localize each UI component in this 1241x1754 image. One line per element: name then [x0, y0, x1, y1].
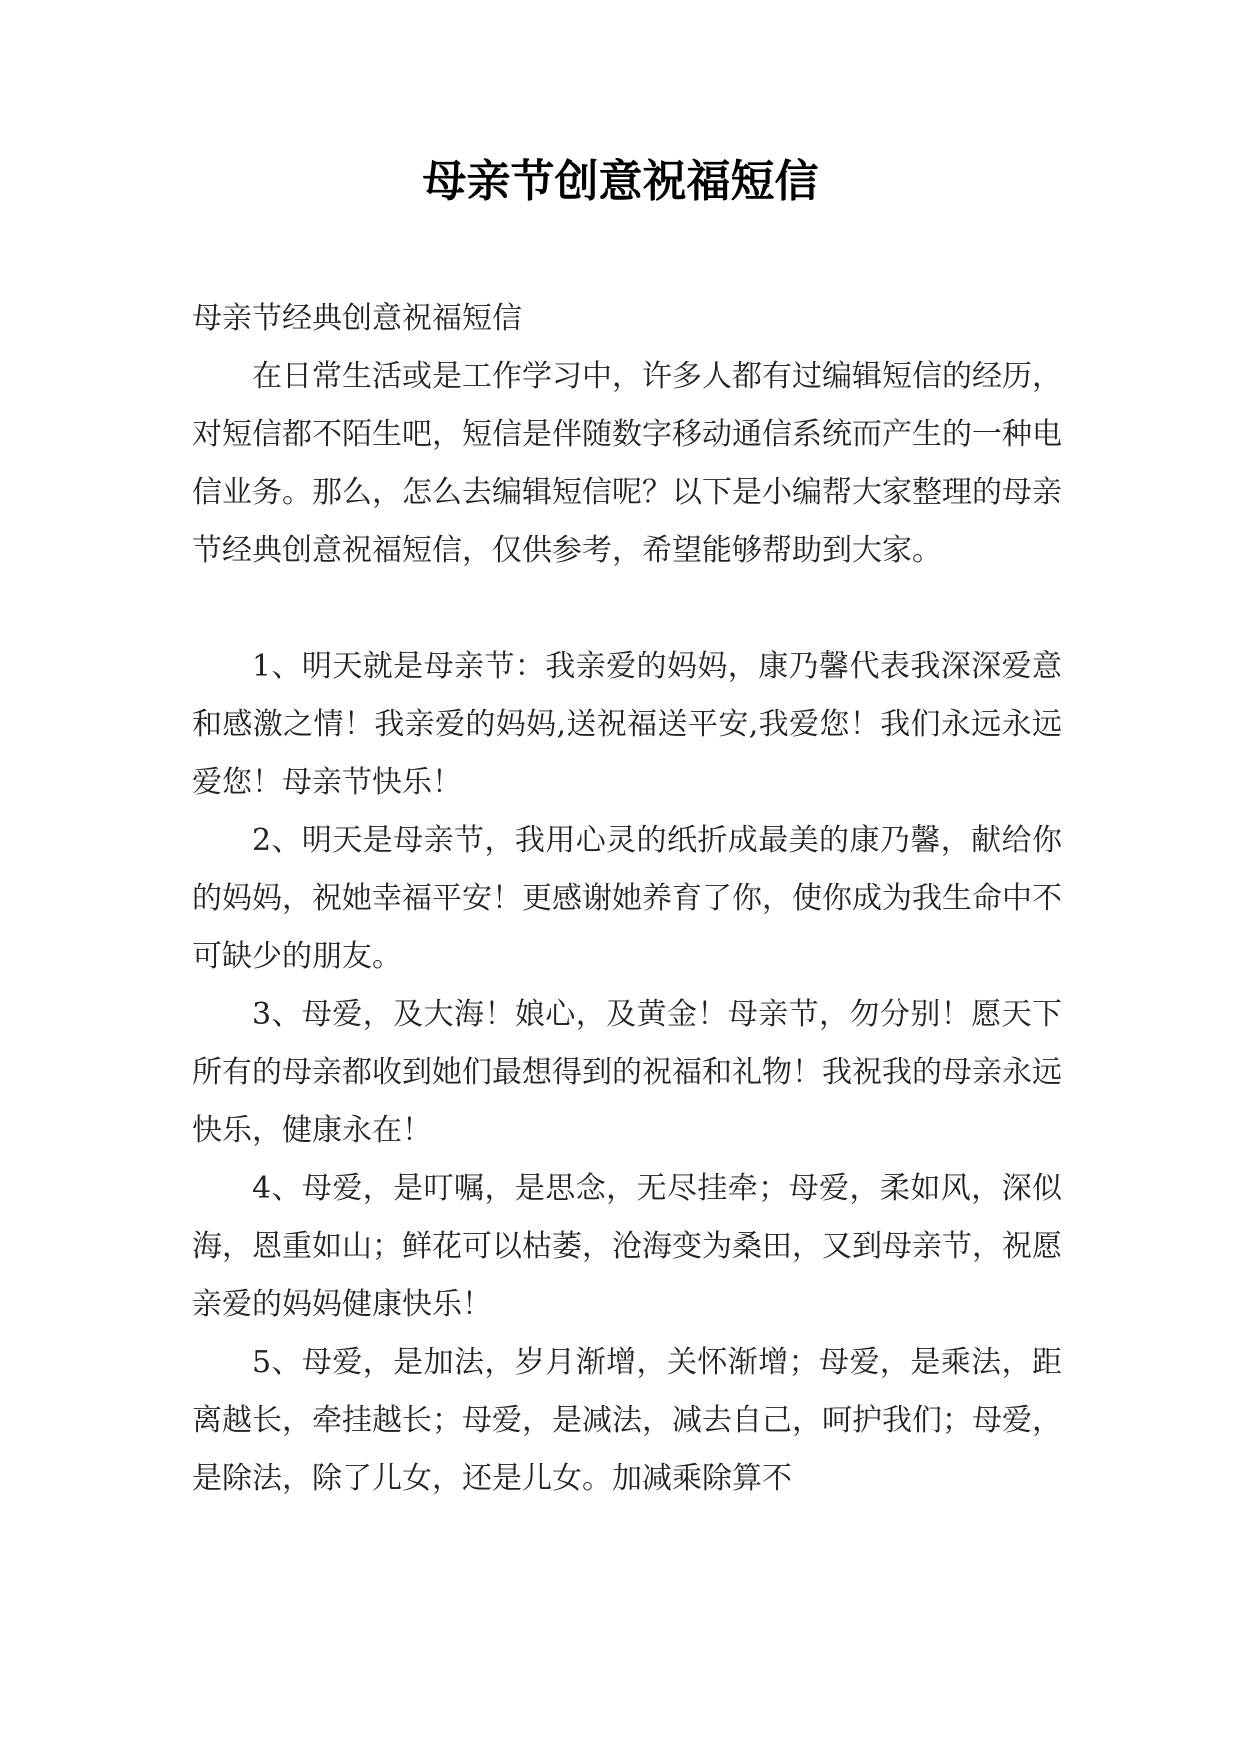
page-title: 母亲节创意祝福短信 — [422, 156, 819, 207]
document-subtitle: 母亲节经典创意祝福短信 — [192, 301, 522, 336]
document-body — [192, 290, 1062, 1508]
message-item-1: 1、明天就是母亲节：我亲爱的妈妈，康乃馨代表我深深爱意和感激之情！我亲爱的妈妈,送祝福送平安,我爱您！我们永远永远爱您！母亲节快乐！ — [192, 649, 1062, 800]
message-item-2: 2、明天是母亲节，我用心灵的纸折成最美的康乃馨，献给你的妈妈，祝她幸福平安！更感谢她养育了你，使你成为我生命中不可缺少的朋友。 — [192, 823, 1062, 974]
message-item-5: 5、母爱，是加法，岁月渐增，关怀渐增；母爱，是乘法，距离越长，牵挂越长；母爱，是减法，减去自己，呵护我们；母爱，是除法，除了儿女，还是儿女。加减乘除算不 — [192, 1345, 1062, 1496]
paragraph-spacer — [192, 580, 1062, 638]
message-item-3: 3、母爱，及大海！娘心，及黄金！母亲节，勿分别！愿天下所有的母亲都收到她们最想得到的祝福和礼物！我祝我的母亲永远快乐，健康永在！ — [192, 997, 1062, 1148]
intro-paragraph: 在日常生活或是工作学习中，许多人都有过编辑短信的经历，对短信都不陌生吧，短信是伴随数字移动通信系统而产生的一种电信业务。那么，怎么去编辑短信呢？以下是小编帮大家整理的母亲节经典创意祝福短信，仅供参考，希望能够帮助到大家。 — [192, 359, 1062, 568]
message-item-4: 4、母爱，是叮嘱，是思念，无尽挂牵；母爱，柔如风，深似海，恩重如山；鲜花可以枯萎，沧海变为桑田，又到母亲节，祝愿亲爱的妈妈健康快乐！ — [192, 1171, 1062, 1322]
